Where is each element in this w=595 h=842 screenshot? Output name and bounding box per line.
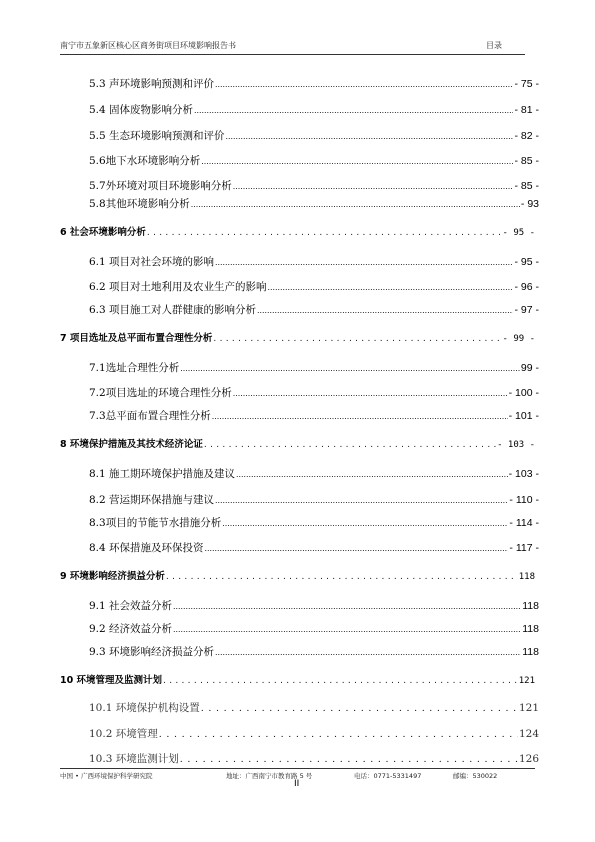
toc-entry-page: - 81 - xyxy=(514,104,539,116)
toc-section-entry[interactable] xyxy=(89,153,539,168)
toc-entry-page: - 99 - xyxy=(502,334,535,344)
toc-leader-dots xyxy=(257,305,513,315)
toc-entry-label: 8.4 环保措施及环保投资 xyxy=(89,542,204,554)
toc-entry-label: 5.8其他环境影响分析 xyxy=(89,198,190,210)
toc-section-entry[interactable] xyxy=(89,178,539,193)
toc-entry-label: 6.1 项目对社会环境的影响 xyxy=(89,256,215,268)
toc-leader-dots xyxy=(159,729,518,740)
toc-leader-dots xyxy=(233,181,514,191)
toc-chapter-entry[interactable] xyxy=(60,436,535,450)
toc-section-entry[interactable] xyxy=(89,385,539,400)
toc-entry-page: 118 xyxy=(518,572,535,582)
toc-leader-dots xyxy=(201,703,518,714)
toc-section-entry[interactable] xyxy=(89,360,539,375)
toc-entry-page: - 103 - xyxy=(497,440,535,450)
toc-entry-label: 9 环境影响经济损益分析 xyxy=(60,571,165,582)
toc-entry-label: 10 环境管理及监测计划 xyxy=(60,675,163,686)
toc-entry-page: 121 xyxy=(518,702,539,714)
footer-rule xyxy=(60,768,535,769)
toc-entry-label: 9.3 环境影响经济损益分析 xyxy=(89,646,215,658)
toc-entry-page: - 82 - xyxy=(514,130,539,142)
toc-section-entry[interactable] xyxy=(89,102,539,117)
toc-leader-dots xyxy=(215,79,513,89)
toc-entry-label: 9.2 经济效益分析 xyxy=(89,623,173,635)
toc-chapter-entry[interactable] xyxy=(60,568,535,582)
toc-entry-page: - 93 xyxy=(520,198,539,210)
toc-leader-dots xyxy=(268,282,514,292)
toc-section-entry[interactable] xyxy=(89,466,539,481)
toc-leader-dots xyxy=(215,647,521,657)
footer-postcode: 邮编：530022 xyxy=(453,772,498,780)
toc-entry-page: 121 xyxy=(518,676,535,686)
toc-chapter-entry[interactable] xyxy=(60,224,535,238)
toc-leader-dots xyxy=(204,440,496,450)
toc-entry-label: 5.3 声环境影响预测和评价 xyxy=(89,78,215,90)
toc-entry-label: 7 项目选址及总平面布置合理性分析 xyxy=(60,333,213,344)
toc-leader-dots xyxy=(226,131,514,141)
toc-entry-label: 7.2项目选址的环境合理性分析 xyxy=(89,387,232,399)
toc-section-entry[interactable] xyxy=(89,726,539,741)
toc-leader-dots xyxy=(222,518,508,528)
toc-leader-dots xyxy=(201,156,513,166)
toc-leader-dots xyxy=(213,334,501,344)
toc-leader-dots xyxy=(180,363,520,373)
toc-section-entry[interactable] xyxy=(89,492,539,507)
toc-entry-page: 126 xyxy=(518,753,539,765)
toc-leader-dots xyxy=(215,495,508,505)
toc-entry-label: 8 环境保护措施及其技术经济论证 xyxy=(60,439,203,450)
toc-section-entry[interactable] xyxy=(89,408,539,423)
toc-entry-label: 9.1 社会效益分析 xyxy=(89,600,173,612)
toc-section-entry[interactable] xyxy=(89,302,539,317)
running-header-title: 南宁市五象新区核心区商务街项目环境影响报告书 xyxy=(60,41,236,50)
toc-entry-label: 7.1选址合理性分析 xyxy=(89,362,180,374)
toc-entry-label: 6.3 项目施工对人群健康的影响分析 xyxy=(89,304,257,316)
toc-entry-page: - 100 - xyxy=(508,387,539,399)
toc-leader-dots xyxy=(233,388,508,398)
toc-entry-label: 8.1 施工期环境保护措施及建议 xyxy=(89,468,236,480)
toc-entry-label: 8.3项目的节能节水措施分析 xyxy=(89,517,222,529)
toc-entry-page: - 85 - xyxy=(514,155,539,167)
toc-entry-page: - 75 - xyxy=(514,78,539,90)
footer-phone: 电话：0771-5331497 xyxy=(354,772,422,780)
toc-entry-page: - 95 - xyxy=(502,228,535,238)
toc-section-entry[interactable] xyxy=(89,515,539,530)
footer-address: 地址：广西南宁市教育路 5 号 xyxy=(226,772,313,780)
toc-entry-label: 8.2 营运期环保措施与建议 xyxy=(89,494,215,506)
toc-entry-label: 5.5 生态环境影响预测和评价 xyxy=(89,130,225,142)
toc-entry-page: - 97 - xyxy=(514,304,539,316)
footer-org: 中国 • 广西环境保护科学研究院 xyxy=(60,772,153,780)
toc-leader-dots xyxy=(147,228,502,238)
toc-section-entry[interactable] xyxy=(89,644,539,659)
toc-leader-dots xyxy=(163,676,518,686)
toc-entry-label: 7.3总平面布置合理性分析 xyxy=(89,410,211,422)
toc-entry-label: 6.2 项目对土地利用及农业生产的影响 xyxy=(89,281,267,293)
toc-section-entry[interactable] xyxy=(89,700,539,715)
toc-section-entry[interactable] xyxy=(89,76,539,91)
toc-entry-label: 5.4 固体废物影响分析 xyxy=(89,104,194,116)
toc-leader-dots xyxy=(173,624,521,634)
toc-section-entry[interactable] xyxy=(89,279,539,294)
toc-leader-dots xyxy=(166,572,518,582)
toc-leader-dots xyxy=(180,754,518,765)
toc-entry-page: - 101 - xyxy=(508,410,539,422)
toc-entry-page: - 114 - xyxy=(509,517,539,529)
toc-section-entry[interactable] xyxy=(89,751,539,766)
toc-entry-label: 10.3 环境监测计划 xyxy=(89,753,179,765)
toc-leader-dots xyxy=(215,257,513,267)
toc-entry-page: - 95 - xyxy=(514,256,539,268)
header-rule xyxy=(60,54,525,55)
page-number: II xyxy=(294,779,300,789)
toc-entry-page: - 96 - xyxy=(514,281,539,293)
toc-chapter-entry[interactable] xyxy=(60,672,535,686)
toc-entry-label: 10.2 环境管理 xyxy=(89,728,158,740)
toc-entry-label: 6 社会环境影响分析 xyxy=(60,227,146,238)
toc-leader-dots xyxy=(212,411,508,421)
toc-leader-dots xyxy=(194,105,513,115)
toc-section-entry[interactable] xyxy=(89,598,539,613)
toc-entry-page: - 110 - xyxy=(509,494,539,506)
toc-entry-page: 99 - xyxy=(520,362,539,374)
toc-section-entry[interactable] xyxy=(89,254,539,269)
toc-entry-label: 5.7外环境对项目环境影响分析 xyxy=(89,180,232,192)
toc-entry-page: - 103 - xyxy=(508,468,539,480)
toc-entry-page: 124 xyxy=(518,728,539,740)
toc-section-entry[interactable] xyxy=(89,621,539,636)
toc-entry-label: 5.6地下水环境影响分析 xyxy=(89,155,201,167)
toc-entry-page: 118 xyxy=(522,623,539,635)
toc-section-entry[interactable] xyxy=(89,196,539,211)
toc-entry-page: - 117 - xyxy=(509,542,539,554)
toc-entry-label: 10.1 环境保护机构设置 xyxy=(89,702,200,714)
toc-chapter-entry[interactable] xyxy=(60,330,535,344)
toc-leader-dots xyxy=(191,199,520,209)
toc-section-entry[interactable] xyxy=(89,128,539,143)
toc-entry-page: 118 xyxy=(522,646,539,658)
toc-leader-dots xyxy=(205,543,509,553)
toc-entry-page: - 85 - xyxy=(514,180,539,192)
running-header-section: 目录 xyxy=(486,41,502,50)
toc-entry-page: 118 xyxy=(522,600,539,612)
toc-leader-dots xyxy=(236,469,508,479)
toc-leader-dots xyxy=(173,601,521,611)
toc-section-entry[interactable] xyxy=(89,540,539,555)
